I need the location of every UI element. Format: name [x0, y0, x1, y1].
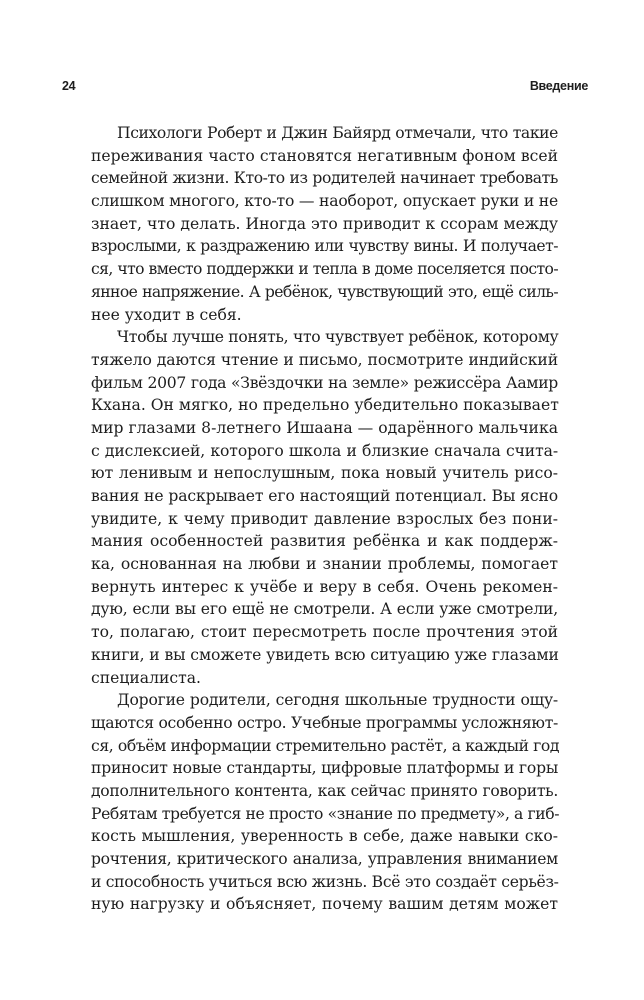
text-line: Дорогие родители, сегодня школьные трудности ощу- — [117, 691, 558, 710]
text-line: Чтобы лучше понять, что чувствует ребёнок, которому — [117, 328, 559, 347]
text-line: знает, что делать. Иногда это приводит к ссорам между — [91, 214, 558, 233]
text-line: вания не раскрывает его настоящий потенциал. Вы ясно — [91, 487, 559, 505]
text-line: Ребятам требуется не просто «знание по предмету», а гиб- — [91, 804, 560, 823]
text-line: щаются особенно остро. Учебные программы усложняют- — [91, 713, 558, 732]
text-line: ют ленивым и непослушным, пока новый учитель рисо- — [91, 464, 558, 483]
page-number: 24 — [62, 79, 76, 93]
running-header — [62, 79, 588, 97]
text-line: то, полагаю, стоит пересмотреть после прочтения этой — [91, 623, 558, 642]
text-line: слишком многого, кто-то — наоборот, опускает руки и не — [91, 192, 558, 211]
text-line: тяжело даются чтение и письмо, посмотрите индийский — [91, 350, 558, 369]
text-line: взрослыми, к раздражению или чувству вины. И получает- — [91, 237, 558, 256]
text-line: кость мышления, уверенность в себе, даже навыки ско- — [91, 827, 558, 846]
text-line: ся, что вместо поддержки и тепла в доме поселяется посто- — [91, 260, 558, 279]
text-line: приносит новые стандарты, цифровые платформы и горы — [91, 759, 559, 778]
text-line: семейной жизни. Кто-то из родителей начинает требовать — [91, 169, 558, 188]
page-body — [91, 122, 558, 916]
text-line: рочтения, критического анализа, управления вниманием — [91, 850, 558, 868]
text-line: фильм 2007 года «Звёздочки на земле» режиссёра Аамир — [91, 373, 558, 392]
text-line: дую, если вы его ещё не смотрели. А если уже смотрели, — [91, 600, 558, 619]
running-title: Введение — [529, 79, 588, 93]
text-line: мир глазами 8-летнего Ишаана — одарённого мальчика — [91, 418, 558, 437]
text-line: и способность учиться всю жизнь. Всё это создаёт серьёз- — [91, 872, 559, 891]
text-line: янное напряжение. А ребёнок, чувствующий это, ещё силь- — [91, 282, 558, 301]
text-line: дополнительного контента, как сейчас принято говорить. — [91, 781, 558, 800]
text-line: увидите, к чему приводит давление взрослых без пони- — [91, 509, 558, 528]
text-line: мания особенностей развития ребёнка и как поддерж- — [91, 532, 558, 551]
text-line: вернуть интерес к учёбе и веру в себя. Очень рекомен- — [91, 577, 558, 596]
text-line: специалиста. — [91, 668, 201, 687]
text-line: ка, основанная на любви и знании проблемы, помогает — [91, 555, 558, 574]
text-line: книги, и вы сможете увидеть всю ситуацию уже глазами — [91, 645, 559, 664]
text-line: переживания часто становятся негативным фоном всей — [91, 146, 558, 165]
text-line: с дислексией, которого школа и близкие сначала счита- — [91, 441, 558, 460]
text-line: нее уходит в себя. — [91, 305, 242, 324]
text-line: ся, объём информации стремительно растёт, а каждый год — [91, 736, 560, 755]
text-line: Психологи Роберт и Джин Байярд отмечали, что такие — [117, 124, 558, 142]
text-line: Кхана. Он мягко, но предельно убедительно показывает — [91, 396, 559, 415]
text-line: ную нагрузку и объясняет, почему вашим детям может — [91, 895, 558, 914]
